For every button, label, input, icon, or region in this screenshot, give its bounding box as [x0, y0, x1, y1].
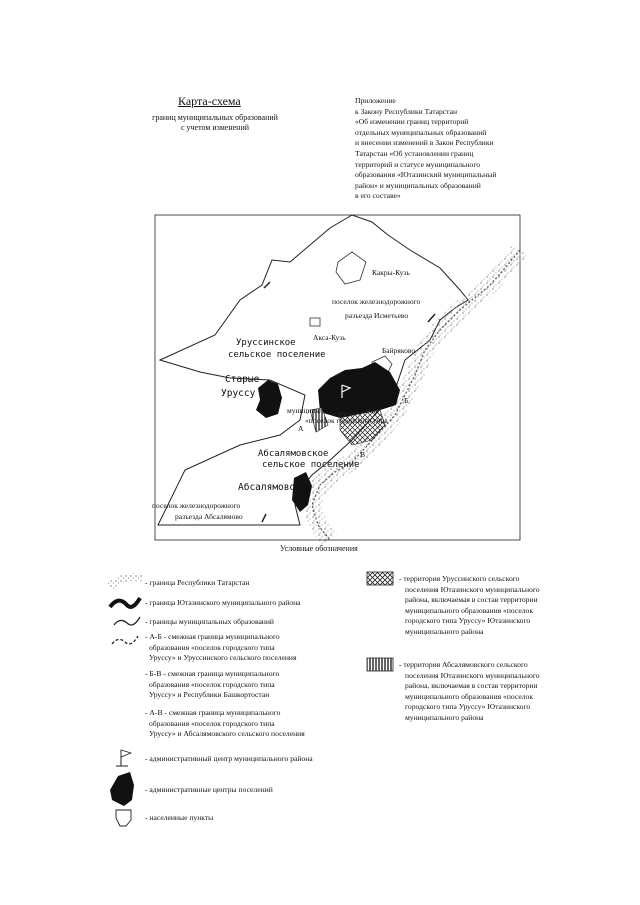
legend-av-line: Уруссу» и Абсалямовского сельского поселения	[149, 729, 305, 739]
legend-district-admin-center: - административный центр муниципального района	[145, 754, 313, 763]
vertical-hatch-icon	[367, 658, 393, 671]
legend-vertical-hatch-territory	[399, 660, 540, 724]
appendix-line: Приложение	[355, 96, 396, 105]
appendix-line: территорий и статусе муниципального	[355, 159, 481, 169]
label-absalyamovo-settlement-2: сельское поселение	[262, 460, 360, 470]
legend-av-border	[145, 708, 305, 740]
legend-municipal-borders: - границы муниципальных образований	[145, 617, 275, 626]
crosshatch-icon	[367, 572, 393, 585]
municipal-border-icon	[114, 617, 140, 625]
legend-crosshatch-line: муниципального образования «поселок	[405, 605, 534, 615]
republic-border-icon	[110, 577, 142, 586]
legend-vhatch-line: городского типа Уруссу» Ютазинского	[405, 702, 531, 712]
legend-crosshatch-line: муниципального района	[405, 626, 484, 636]
appendix-line: отдельных муниципальных образований	[355, 127, 487, 137]
legend-vhatch-line: поселения Ютазинского муниципального	[405, 670, 540, 680]
legend-district-border: - граница Ютазинского муниципального района	[145, 598, 301, 607]
subtitle-line: с учетом изменений	[180, 123, 250, 132]
flag-icon	[116, 750, 131, 766]
legend-crosshatch-line: района, включаемая в состав территории	[405, 595, 538, 605]
label-bayryakovo: Байряково	[382, 346, 416, 355]
ab-border-icon	[112, 636, 138, 644]
legend-bv-line: Уруссу» и Республики Башкортостан	[149, 690, 270, 700]
label-uruss-settlement-1: Уруссинское	[236, 338, 296, 348]
legend-title: Условные обозначения	[280, 544, 358, 553]
appendix-line: к Закону Республики Татарстан	[355, 106, 458, 116]
legend-crosshatch-line: городского типа Уруссу» Ютазинского	[405, 616, 531, 626]
map-title: Карта-схема	[178, 94, 241, 108]
legend-republic-border: - граница Республики Татарстан	[145, 578, 250, 587]
legend-settlements: - населенные пункты	[145, 813, 214, 822]
legend-crosshatch-line: поселения Ютазинского муниципального	[405, 584, 540, 594]
label-absalyamovo-settlement-1: Абсалямовское	[258, 449, 329, 459]
settlement-outline-icon	[116, 810, 131, 826]
label-letter-b: Б	[404, 396, 409, 405]
legend-bv-line: - Б-В - смежная граница муниципального	[145, 669, 280, 678]
appendix-line: Татарстан «Об установлении границ	[355, 148, 474, 158]
legend-settlement-admin-centers: - административные центры поселений	[145, 785, 273, 794]
legend-vhatch-line: - территория Абсалямовского сельского	[399, 660, 528, 669]
legend-av-line: - А-В - смежная граница муниципального	[145, 708, 281, 717]
label-letter-v: В	[360, 450, 366, 459]
label-absalyamovo-rail-2: разъезда Абсалямово	[175, 512, 243, 521]
legend-ab-border	[145, 632, 297, 664]
label-ismetyevo-2: разъезда Исметьево	[345, 311, 409, 320]
legend-vhatch-line: муниципального образования «поселок	[405, 691, 534, 701]
label-starye-1: Старые	[225, 374, 260, 385]
label-municipal-formation-2: «поселок городского типа	[305, 416, 388, 425]
appendix-line: в его составе»	[355, 191, 401, 201]
district-border-icon	[110, 598, 140, 607]
label-kakry-kuzh: Какры-Кузь	[372, 268, 410, 277]
legend-bv-border	[145, 669, 279, 701]
label-municipal-formation-1: муниципальное образование	[287, 406, 379, 415]
legend-crosshatch-line: - территория Уруссинского сельского	[399, 574, 520, 583]
label-starye-2: Уруссу	[221, 388, 256, 399]
appendix-line: «Об изменении границ территорий	[355, 117, 469, 127]
label-absalyamovo-rail-1: поселок железнодорожного	[152, 501, 241, 510]
label-absalyamovo: Абсалямово	[238, 482, 296, 493]
black-shape-icon	[110, 772, 134, 806]
legend-ab-line: - А-Б - смежная граница муниципального	[145, 632, 280, 641]
appendix-line: образования «Ютазинский муниципальный	[355, 170, 497, 180]
label-uruss-settlement-2: сельское поселение	[228, 350, 326, 360]
legend-ab-line: Уруссу» и Уруссинского сельского поселения	[149, 653, 297, 663]
appendix-line: район» и муниципальных образований	[355, 180, 481, 190]
label-aksa-kuzh: Акса-Кузь	[313, 333, 346, 342]
legend-bv-line: образования «поселок городского типа	[149, 679, 275, 689]
legend-ab-line: образования «поселок городского типа	[149, 642, 275, 652]
appendix-line: и внесении изменений в Закон Республики	[355, 138, 494, 148]
subtitle-line: границ муниципальных образований	[152, 113, 278, 122]
label-letter-a: А	[298, 424, 304, 433]
legend-vhatch-line: муниципального района	[405, 712, 484, 722]
legend-crosshatch-territory	[399, 574, 540, 638]
legend-vhatch-line: района, включаемая в состав территории	[405, 681, 538, 691]
legend-av-line: образования «поселок городского типа	[149, 718, 275, 728]
label-ismetyevo-1: поселок железнодорожного	[332, 297, 421, 306]
